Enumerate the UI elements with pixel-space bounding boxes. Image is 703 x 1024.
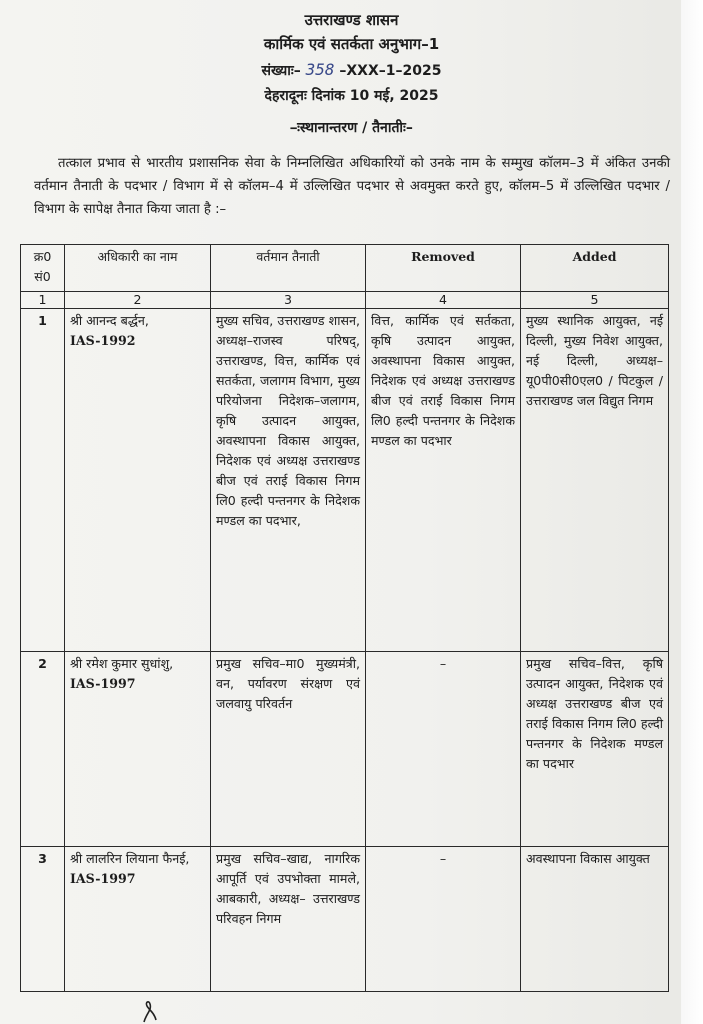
- signature-mark-icon: [138, 996, 160, 1024]
- page-edge: [681, 0, 703, 1024]
- row-current-posting: प्रमुख सचिव–खाद्य, नागरिक आपूर्ति एवं उपभोक्ता मामले, आबकारी, अध्यक्ष– उत्तराखण्ड परिवहन निगम: [211, 847, 366, 992]
- officer-name: श्री रमेश कुमार सुधांशु,: [70, 656, 174, 671]
- row-added: प्रमुख सचिव–वित्त, कृषि उत्पादन आयुक्त, निदेशक एवं अध्यक्ष उत्तराखण्ड बीज एवं तराई विकास निगम लि0 हल्दी पन्तनगर के निदेशक मण्डल का पदभार: [521, 652, 669, 847]
- officer-cadre: IAS-1997: [70, 676, 136, 691]
- intro-paragraph: तत्काल प्रभाव से भारतीय प्रशासनिक सेवा के निम्नलिखित अधिकारियों को उनके नाम के सम्मुख कॉलम–3 में अंकित उनकी वर्तमान तैनाती के पदभार / विभाग में से कॉलम–4 में उल्लिखित पदभार से अवमुक्त करते हुए, कॉलम–5 में उल्लिखित पदभार / विभाग के सापेक्ष तैनात किया जाता है :–: [34, 156, 670, 217]
- row-removed: वित्त, कार्मिक एवं सर्तकता, कृषि उत्पादन आयुक्त, अवस्थापना विकास आयुक्त, निदेशक एवं अध्यक्ष उत्तराखण्ड बीज एवं तराई विकास निगम लि0 हल्दी पन्तनगर के निदेशक मण्डल का पदभार: [366, 309, 521, 652]
- header-government: उत्तराखण्ड शासन: [304, 11, 399, 29]
- officer-name: श्री आनन्द बर्द्धन,: [70, 313, 149, 328]
- order-number-label: संख्याः–: [261, 63, 301, 79]
- table-row: [21, 309, 669, 652]
- row-serial: 2: [21, 652, 65, 847]
- row-officer: [65, 847, 211, 992]
- column-number: 4: [366, 292, 521, 309]
- row-officer: [65, 652, 211, 847]
- header-current-posting: वर्तमान तैनाती: [211, 245, 366, 292]
- row-added: मुख्य स्थानिक आयुक्त, नई दिल्ली, मुख्य निवेश आयुक्त, नई दिल्ली, अध्यक्ष– यू0पी0सी0एल0 / पिटकुल / उत्तराखण्ड जल विद्युत निगम: [521, 309, 669, 652]
- row-serial: 1: [21, 309, 65, 652]
- order-number-suffix: –XXX–1–2025: [339, 63, 442, 79]
- row-removed: –: [366, 652, 521, 847]
- header-date: देहरादूनः दिनांक 10 मई, 2025: [264, 88, 439, 104]
- table-row: [21, 652, 669, 847]
- officer-cadre: IAS-1992: [70, 333, 136, 348]
- table-header-row: [21, 245, 669, 292]
- row-removed: –: [366, 847, 521, 992]
- header-removed: Removed: [366, 245, 521, 292]
- row-current-posting: प्रमुख सचिव–मा0 मुख्यमंत्री, वन, पर्यावरण संरक्षण एवं जलवायु परिवर्तन: [211, 652, 366, 847]
- header-serial: क्र0 सं0: [21, 245, 65, 292]
- header-officer-name: अधिकारी का नाम: [65, 245, 211, 292]
- transfer-table: [20, 244, 669, 992]
- officer-name: श्री लालरिन लियाना फैनई,: [70, 851, 190, 866]
- column-number: 1: [21, 292, 65, 309]
- row-current-posting: मुख्य सचिव, उत्तराखण्ड शासन, अध्यक्ष–राजस्व परिषद्, उत्तराखण्ड, वित्त, कार्मिक एवं सतर्कता, जलागम विभाग, मुख्य परियोजना निदेशक–जलागम, कृषि उत्पादन आयुक्त, अवस्थापना विकास आयुक्त, निदेशक एवं अध्यक्ष उत्तराखण्ड बीज एवं तराई विकास निगम लि0 हल्दी पन्तनगर के निदेशक मण्डल का पदभार,: [211, 309, 366, 652]
- table-row: [21, 847, 669, 992]
- header-department: कार्मिक एवं सतर्कता अनुभाग–1: [263, 35, 440, 53]
- column-number: 2: [65, 292, 211, 309]
- header-order-number: [0, 60, 703, 80]
- column-number: 5: [521, 292, 669, 309]
- row-officer: [65, 309, 211, 652]
- row-added: अवस्थापना विकास आयुक्त: [521, 847, 669, 992]
- header-added: Added: [521, 245, 669, 292]
- column-number-row: [21, 292, 669, 309]
- column-number: 3: [211, 292, 366, 309]
- officer-cadre: IAS-1997: [70, 871, 136, 886]
- header-subject: –ःस्थानान्तरण / तैनातीः–: [290, 120, 413, 136]
- order-number-handwritten: 358: [305, 60, 335, 79]
- row-serial: 3: [21, 847, 65, 992]
